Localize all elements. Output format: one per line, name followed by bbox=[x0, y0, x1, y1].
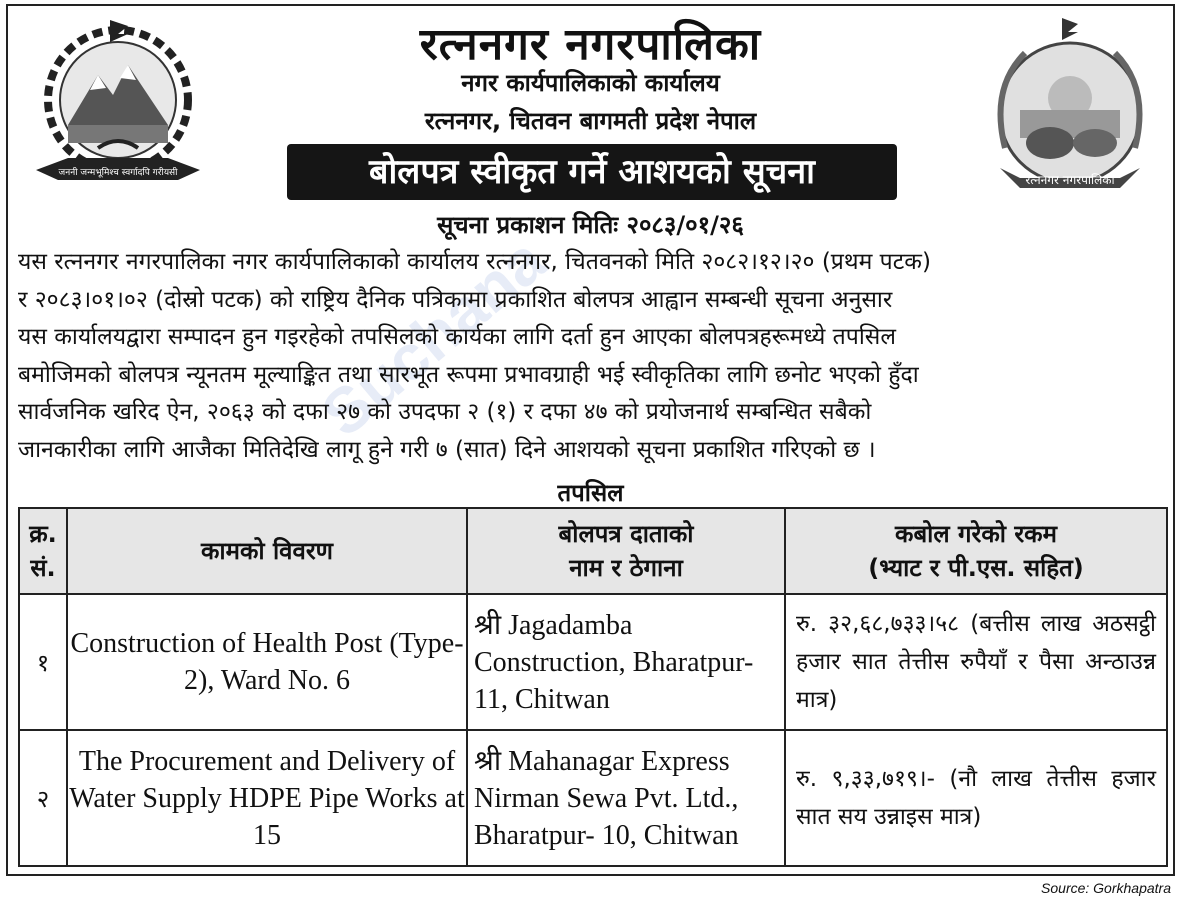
body-line: र २०८३।०१।०२ (दोस्रो पटक) को राष्ट्रिय दैनिक पत्रिकामा प्रकाशित बोलपत्र आह्वान सम्बन्धी सूचना अनुसार bbox=[18, 286, 893, 313]
row-bidder: श्री Jagadamba Construction, Bharatpur-11, Chitwan bbox=[467, 594, 785, 730]
notice-body bbox=[18, 244, 1166, 469]
source-credit: Source: Gorkhapatra bbox=[1041, 880, 1171, 896]
table-header-row bbox=[19, 508, 1167, 594]
header-description: कामको विवरण bbox=[67, 508, 467, 594]
watermark: Suchana bbox=[308, 223, 559, 451]
header-bidder: बोलपत्र दाताको नाम र ठेगाना bbox=[467, 508, 785, 594]
body-line: यस कार्यालयद्वारा सम्पादन हुन गइरहेको तपसिलको कार्यका लागि दर्ता हुन आएका बोलपत्रहरूमध्ये तपसिल bbox=[18, 324, 896, 350]
table-row bbox=[19, 594, 1167, 730]
table-row bbox=[19, 730, 1167, 866]
table-caption: तपसिल bbox=[557, 479, 624, 507]
body-line: यस रत्ननगर नगरपालिका नगर कार्यपालिकाको कार्यालय रत्ननगर, चितवनको मिति २०८२।१२।२० (प्रथम पटक) bbox=[18, 249, 931, 275]
logo-name: रत्ननगर नगरपालिका bbox=[1025, 173, 1115, 187]
row-bidder: श्री Mahanagar Express Nirman Sewa Pvt. Ltd., Bharatpur- 10, Chitwan bbox=[467, 730, 785, 866]
header-sn: क्र. सं. bbox=[19, 508, 67, 594]
row-amount: रु. ९,३३,७१९।- (नौ लाख तेत्तीस हजार सात सय उन्नाइस मात्र) bbox=[785, 730, 1167, 866]
publish-date: सूचना प्रकाशन मितिः २०८३/०१/२६ bbox=[437, 211, 744, 239]
body-line: जानकारीका लागि आजैका मितिदेखि लागू हुने गरी ७ (सात) दिने आशयको सूचना प्रकाशित गरिएको छ । bbox=[18, 436, 876, 463]
body-line: बमोजिमको बोलपत्र न्यूनतम मूल्याङ्कित तथा सारभूत रूपमा प्रभावग्राही भई स्वीकृतिका लागि छनोट भएको हुँदा bbox=[18, 361, 919, 388]
office-address: रत्ननगर, चितवन बागमती प्रदेश नेपाल bbox=[424, 107, 757, 135]
row-sn: १ bbox=[19, 594, 67, 730]
body-line: सार्वजनिक खरिद ऐन, २०६३ को दफा २७ को उपदफा २ (१) र दफा ४७ को प्रयोजनार्थ सम्बन्धित सबैको bbox=[18, 399, 872, 425]
municipality-title: रत्ननगर नगरपालिका bbox=[419, 19, 762, 70]
bid-table bbox=[18, 507, 1168, 867]
emblem-motto: जननी जन्मभूमिश्च स्वर्गादपि गरीयसी bbox=[58, 168, 178, 178]
row-amount: रु. ३२,६८,७३३।५८ (बत्तीस लाख अठसट्ठी हजार सात तेत्तीस रुपैयाँ र पैसा अन्ठाउन्न मात्र) bbox=[785, 594, 1167, 730]
notice-title-banner: बोलपत्र स्वीकृत गर्ने आशयको सूचना bbox=[287, 144, 897, 200]
row-sn: २ bbox=[19, 730, 67, 866]
header-amount: कबोल गरेको रकम (भ्याट र पी.एस. सहित) bbox=[785, 508, 1167, 594]
row-description: Construction of Health Post (Type-2), Ward No. 6 bbox=[67, 594, 467, 730]
office-name: नगर कार्यपालिकाको कार्यालय bbox=[461, 69, 720, 97]
row-description: The Procurement and Delivery of Water Supply HDPE Pipe Works at 15 bbox=[67, 730, 467, 866]
